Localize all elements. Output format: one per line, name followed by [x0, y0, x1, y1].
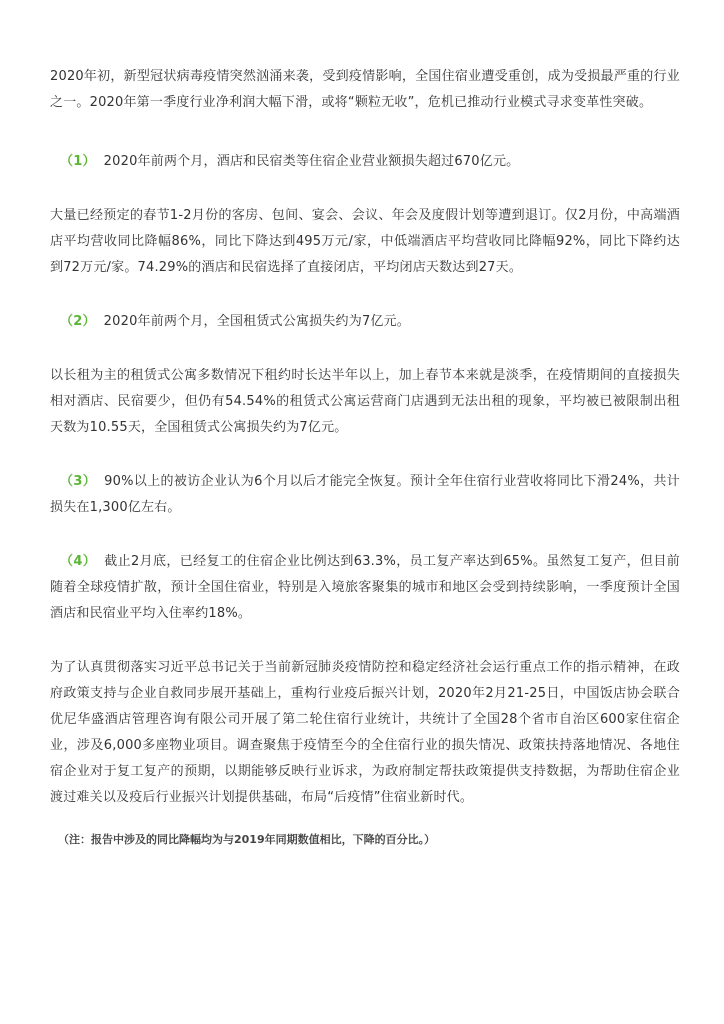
point-3-marker: （3）	[60, 474, 97, 489]
point-2-heading	[50, 309, 680, 335]
point-1-text: 2020年前两个月，酒店和民宿类等住宿企业营业额损失超过670亿元。	[103, 154, 520, 169]
point-4-text: 截止2月底，已经复工的住宿企业比例达到63.3%，员工复产率达到65%。虽然复工复产，但目前随着全球疫情扩散，预计全国住宿业，特别是入境旅客聚集的城市和地区会受到持续影响，一季度预计全国酒店和民宿业平均入住率约18%。	[50, 554, 680, 621]
point-4-paragraph	[50, 549, 680, 627]
closing-paragraph: 为了认真贯彻落实习近平总书记关于当前新冠肺炎疫情防控和稳定经济社会运行重点工作的指示精神，在政府政策支持与企业自救同步展开基础上，重构行业疫后振兴计划，2020年2月21-25日，中国饭店协会联合优尼华盛酒店管理咨询有限公司开展了第二轮住宿行业统计，共统计了全国28个省市自治区600家住宿企业，涉及6,000多座物业项目。调查聚焦于疫情至今的全住宿行业的损失情况、政策扶持落地情况、各地住宿企业对于复工复产的预期，以期能够反映行业诉求，为政府制定帮扶政策提供支持数据，为帮助住宿企业渡过难关以及疫后行业振兴计划提供基础，布局“后疫情”住宿业新时代。	[50, 660, 680, 805]
point-3-paragraph	[50, 469, 680, 521]
point-1-heading	[50, 149, 680, 175]
point-2-marker: （2）	[60, 314, 96, 329]
point-1-detail: 大量已经预定的春节1-2月份的客房、包间、宴会、会议、年会及度假计划等遭到退订。仅2月份，中高端酒店平均营收同比降幅86%，同比下降达到495万元/家，中低端酒店平均营收同比降幅92%，同比下降约达到72万元/家。74.29%的酒店和民宿选择了直接闭店，平均闭店天数达到27天。	[50, 208, 680, 275]
point-3-text: 90%以上的被访企业认为6个月以后才能完全恢复。预计全年住宿行业营收将同比下滑24%，共计损失在1,300亿左右。	[50, 474, 680, 515]
point-2-detail: 以长租为主的租赁式公寓多数情况下租约时长达半年以上，加上春节本来就是淡季，在疫情期间的直接损失相对酒店、民宿要少，但仍有54.54%的租赁式公寓运营商门店遇到无法出租的现象，平均被已被限制出租天数为10.55天，全国租赁式公寓损失约为7亿元。	[50, 368, 680, 435]
intro-paragraph: 2020年初，新型冠状病毒疫情突然汹涌来袭，受到疫情影响，全国住宿业遭受重创，成为受损最严重的行业之一。2020年第一季度行业净利润大幅下滑，或将“颗粒无收”，危机已推动行业模式寻求变革性突破。	[50, 69, 680, 110]
footnote: （注：报告中涉及的同比降幅均为与2019年同期数值相比，下降的百分比。）	[58, 833, 436, 846]
point-4-marker: （4）	[60, 554, 97, 569]
point-1-marker: （1）	[60, 154, 96, 169]
point-2-text: 2020年前两个月，全国租赁式公寓损失约为7亿元。	[103, 314, 411, 329]
